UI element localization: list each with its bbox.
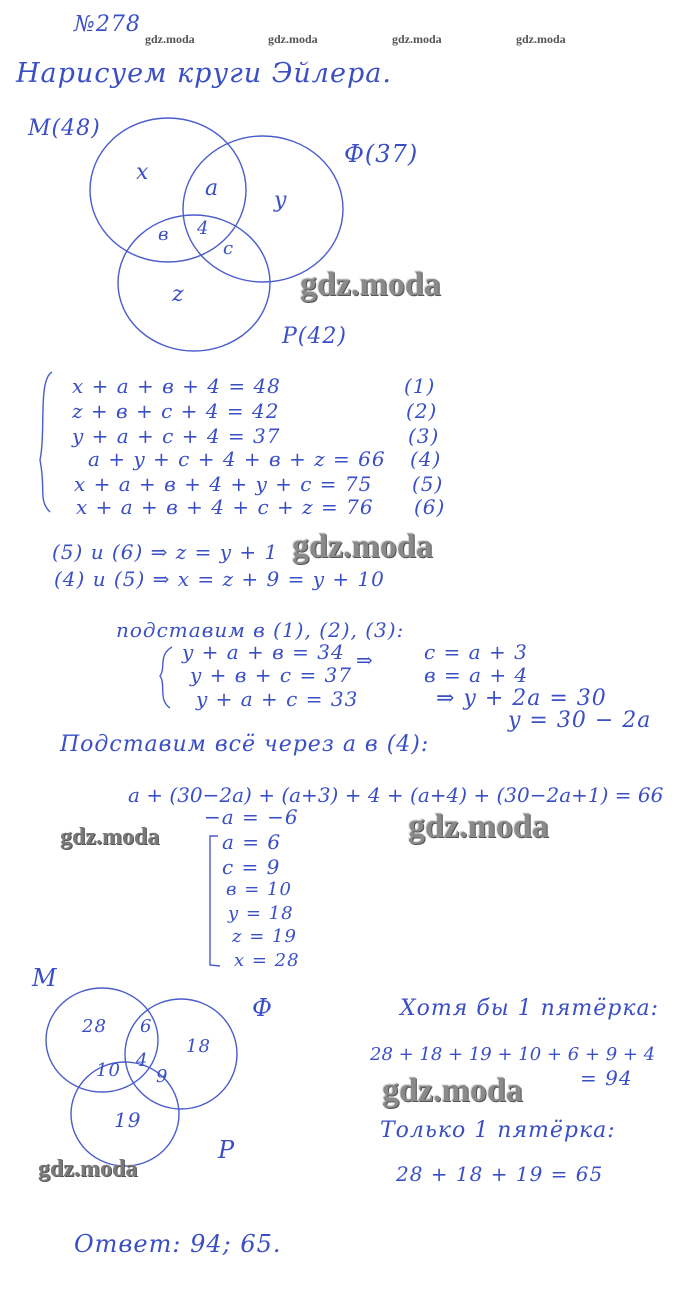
circle-p — [118, 215, 270, 351]
equation-3-number: (3) — [408, 424, 440, 448]
set-p-label-2: Р — [218, 1136, 236, 1164]
atleast-one-title: Хотя бы 1 пятёрка: — [400, 996, 660, 1021]
equation-6-number: (6) — [414, 495, 446, 519]
big-equation: a + (30−2a) + (a+3) + 4 + (a+4) + (30−2a+1) = 66 — [128, 783, 664, 807]
substitute-all-title: Подставим всё через a в (4): — [60, 732, 430, 757]
final-answer: Ответ: 94; 65. — [74, 1230, 282, 1258]
watermark-small: gdz.moda — [268, 32, 318, 46]
answer-c: c = 9 — [222, 855, 281, 879]
answer-y: y = 18 — [228, 903, 294, 924]
region-a: a — [205, 176, 220, 201]
bracket-answers — [210, 836, 220, 966]
watermark-small: gdz.moda — [392, 32, 442, 46]
atleast-one-result: = 94 — [580, 1066, 633, 1090]
answer-a: a = 6 — [222, 830, 282, 854]
result-b: в = a + 4 — [424, 663, 529, 687]
region-b: в — [158, 224, 170, 245]
derivation-2: (4) и (5) ⇒ x = z + 9 = y + 10 — [54, 567, 385, 591]
equation-2-number: (2) — [406, 399, 438, 423]
region-center-2: 4 — [136, 1050, 149, 1071]
equation-1: x + a + в + 4 = 48 — [72, 374, 281, 398]
answer-b: в = 10 — [226, 879, 292, 900]
watermark-small: gdz.moda — [145, 32, 195, 46]
set-f-label-2: Ф — [252, 994, 273, 1022]
atleast-one-calc: 28 + 18 + 19 + 10 + 6 + 9 + 4 — [370, 1044, 656, 1065]
implies-arrow: ⇒ — [356, 648, 374, 672]
region-mp: 10 — [96, 1060, 121, 1081]
equation-5: x + a + в + 4 + y + c = 75 — [74, 472, 373, 496]
equation-6: x + a + в + 4 + c + z = 76 — [76, 495, 374, 519]
brace-1 — [40, 372, 52, 512]
equation-4: a + y + c + 4 + в + z = 66 — [88, 447, 386, 471]
result-y: y = 30 − 2a — [508, 708, 652, 733]
set-f-label: Ф(37) — [344, 140, 419, 168]
watermark-small: gdz.moda — [516, 32, 566, 46]
watermark-big: gdz.moda — [382, 1072, 523, 1109]
region-p-only: 19 — [114, 1108, 142, 1132]
equation-3: y + a + c + 4 = 37 — [72, 424, 281, 448]
region-fp: 9 — [156, 1066, 169, 1087]
result-y2a: ⇒ y + 2a = 30 — [436, 686, 607, 711]
region-f-only: 18 — [186, 1036, 211, 1057]
brace-2 — [160, 647, 172, 708]
watermark-big: gdz.moda — [300, 266, 441, 303]
watermark-big: gdz.moda — [292, 528, 433, 565]
region-m-only: 28 — [82, 1016, 107, 1037]
watermark-big: gdz.moda — [408, 808, 549, 845]
set-m-label-2: М — [32, 964, 58, 992]
problem-number: №278 — [74, 12, 141, 37]
equation-2: z + в + c + 4 = 42 — [72, 399, 280, 423]
answer-x: x = 28 — [234, 950, 300, 971]
region-y: y — [274, 188, 288, 213]
result-c: c = a + 3 — [424, 640, 528, 664]
region-mf: 6 — [140, 1016, 153, 1037]
only-one-title: Только 1 пятёрка: — [380, 1118, 616, 1143]
equation-5-number: (5) — [412, 472, 444, 496]
watermark-big: gdz.moda — [60, 824, 160, 850]
region-center: 4 — [197, 218, 210, 239]
system2-eq-1: y + a + в = 34 — [182, 640, 345, 664]
intro-text: Нарисуем круги Эйлера. — [16, 58, 392, 89]
circle-f — [183, 136, 343, 282]
substitute-title: подставим в (1), (2), (3): — [116, 618, 405, 642]
set-p-label: Р(42) — [282, 324, 347, 349]
watermark-big: gdz.moda — [38, 1156, 138, 1182]
answer-z: z = 19 — [232, 926, 297, 947]
region-c: c — [223, 238, 235, 259]
minus-a-line: −a = −6 — [204, 805, 299, 829]
system2-eq-3: y + a + c = 33 — [196, 687, 359, 711]
equation-1-number: (1) — [404, 374, 436, 398]
system2-eq-2: y + в + c = 37 — [190, 663, 353, 687]
set-m-label: М(48) — [28, 116, 101, 141]
region-x: x — [136, 160, 150, 185]
derivation-1: (5) и (6) ⇒ z = y + 1 — [52, 540, 279, 564]
only-one-calc: 28 + 18 + 19 = 65 — [396, 1162, 604, 1186]
region-z: z — [172, 282, 185, 307]
equation-4-number: (4) — [410, 447, 442, 471]
